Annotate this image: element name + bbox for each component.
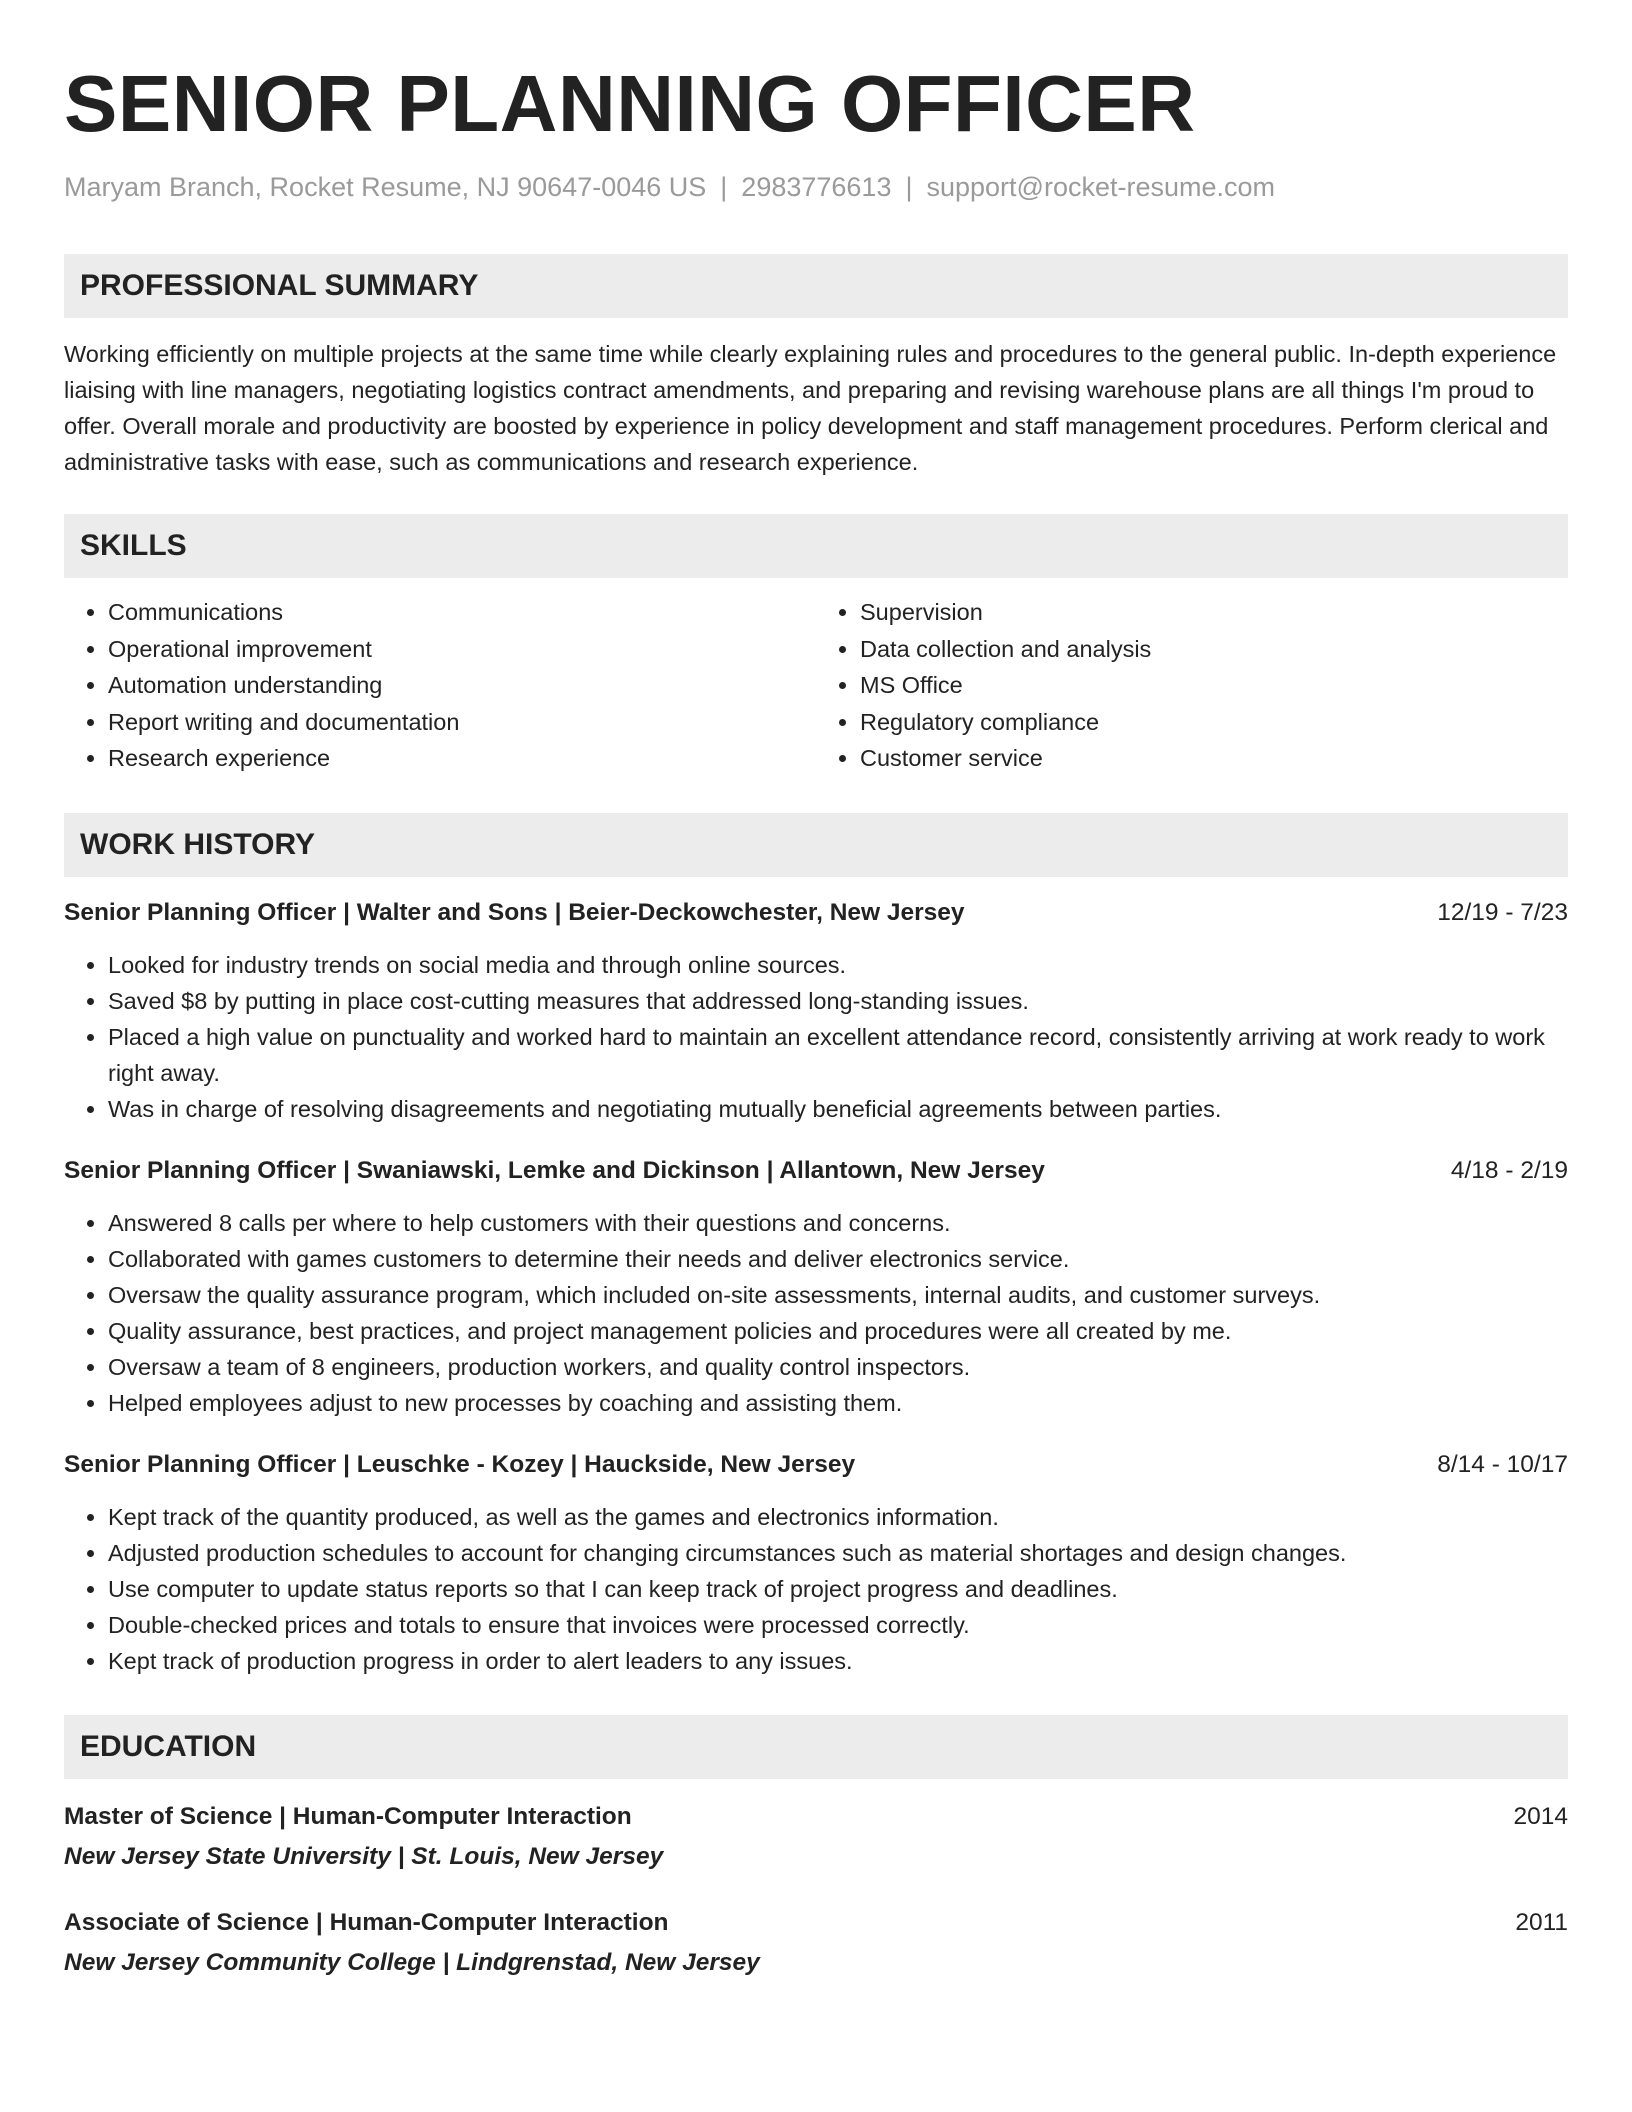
section-header-skills: SKILLS <box>64 514 1568 578</box>
skill-item: • Regulatory compliance <box>860 704 1568 741</box>
education-school: New Jersey Community College | Lindgrenstad, New Jersey <box>64 1948 760 1976</box>
skill-item: • Operational improvement <box>108 631 816 668</box>
job-bullet: • Kept track of production progress in order to alert leaders to any issues. <box>108 1643 1568 1679</box>
contact-phone: 2983776613 <box>741 172 892 202</box>
job-title: Senior Planning Officer | Walter and Sons | Beier-Deckowchester, New Jersey <box>64 898 965 926</box>
job-header <box>64 1153 1568 1189</box>
skill-item: • Research experience <box>108 740 816 777</box>
job-bullet: • Double-checked prices and totals to ensure that invoices were processed correctly. <box>108 1607 1568 1643</box>
job-dates: 4/18 - 2/19 <box>1450 1156 1568 1184</box>
job-dates: 8/14 - 10/17 <box>1437 1450 1568 1478</box>
job-entry <box>64 1447 1568 1679</box>
education-school: New Jersey State University | St. Louis, New Jersey <box>64 1842 664 1870</box>
section-header-education: EDUCATION <box>64 1715 1568 1779</box>
job-bullet: • Adjusted production schedules to account for changing circumstances such as material shortages and design changes. <box>108 1535 1568 1571</box>
contact-line <box>64 170 1568 204</box>
job-header <box>64 895 1568 931</box>
job-bullet: • Collaborated with games customers to determine their needs and deliver electronics service. <box>108 1241 1568 1277</box>
contact-separator: | <box>905 172 913 202</box>
job-bullets <box>64 1205 1568 1421</box>
job-bullet: • Looked for industry trends on social media and through online sources. <box>108 947 1568 983</box>
job-entry <box>64 1153 1568 1421</box>
job-bullet: • Use computer to update status reports so that I can keep track of project progress and deadlines. <box>108 1571 1568 1607</box>
skills-column-left <box>64 594 816 777</box>
section-header-summary: PROFESSIONAL SUMMARY <box>64 254 1568 318</box>
page-title: SENIOR PLANNING OFFICER <box>64 59 1196 148</box>
job-dates: 12/19 - 7/23 <box>1437 898 1568 926</box>
job-bullet: • Oversaw the quality assurance program, which included on-site assessments, internal audits, and customer surveys. <box>108 1277 1568 1313</box>
skills-list <box>64 594 1568 777</box>
education-year: 2011 <box>1515 1908 1568 1936</box>
skills-column-right <box>816 594 1568 777</box>
job-bullet: • Placed a high value on punctuality and worked hard to maintain an excellent attendance record, consistently arriving at work ready to work right away. <box>108 1019 1568 1091</box>
skill-item: • MS Office <box>860 667 1568 704</box>
job-bullet: • Kept track of the quantity produced, as well as the games and electronics information. <box>108 1499 1568 1535</box>
contact-address: Maryam Branch, Rocket Resume, NJ 90647-0046 US <box>64 172 707 202</box>
job-bullets <box>64 947 1568 1127</box>
contact-separator: | <box>720 172 728 202</box>
education-year: 2014 <box>1513 1802 1568 1830</box>
job-bullet: • Answered 8 calls per where to help customers with their questions and concerns. <box>108 1205 1568 1241</box>
job-title: Senior Planning Officer | Swaniawski, Lemke and Dickinson | Allantown, New Jersey <box>64 1156 1045 1184</box>
education-degree: Master of Science | Human-Computer Interaction <box>64 1802 632 1830</box>
skill-item: • Automation understanding <box>108 667 816 704</box>
section-header-work-history: WORK HISTORY <box>64 813 1568 877</box>
education-header <box>64 1905 1568 1941</box>
skill-item: • Supervision <box>860 594 1568 631</box>
summary-text: Working efficiently on multiple projects at the same time while clearly explaining rules and procedures to the general public. In-depth experience liaising with line managers, negotiating logistics contract amendments, and preparing and revising warehouse plans are all things I'm proud to offer. Overall morale and productivity are boosted by experience in policy development and staff management procedures. Perform clerical and administrative tasks with ease, such as communications and research experience. <box>64 341 1557 475</box>
job-bullet: • Was in charge of resolving disagreements and negotiating mutually beneficial agreements between parties. <box>108 1091 1568 1127</box>
job-bullet: • Oversaw a team of 8 engineers, production workers, and quality control inspectors. <box>108 1349 1568 1385</box>
job-bullets <box>64 1499 1568 1679</box>
education-entry <box>64 1905 1568 1981</box>
job-entry <box>64 895 1568 1127</box>
education-entry <box>64 1799 1568 1875</box>
job-bullet: • Helped employees adjust to new processes by coaching and assisting them. <box>108 1385 1568 1421</box>
skill-item: • Report writing and documentation <box>108 704 816 741</box>
job-bullet: • Quality assurance, best practices, and project management policies and procedures were all created by me. <box>108 1313 1568 1349</box>
contact-email: support@rocket-resume.com <box>926 172 1276 202</box>
job-header <box>64 1447 1568 1483</box>
education-degree: Associate of Science | Human-Computer Interaction <box>64 1908 669 1936</box>
job-title: Senior Planning Officer | Leuschke - Kozey | Hauckside, New Jersey <box>64 1450 856 1478</box>
skill-item: • Data collection and analysis <box>860 631 1568 668</box>
skill-item: • Customer service <box>860 740 1568 777</box>
education-header <box>64 1799 1568 1835</box>
job-bullet: • Saved $8 by putting in place cost-cutting measures that addressed long-standing issues. <box>108 983 1568 1019</box>
skill-item: • Communications <box>108 594 816 631</box>
